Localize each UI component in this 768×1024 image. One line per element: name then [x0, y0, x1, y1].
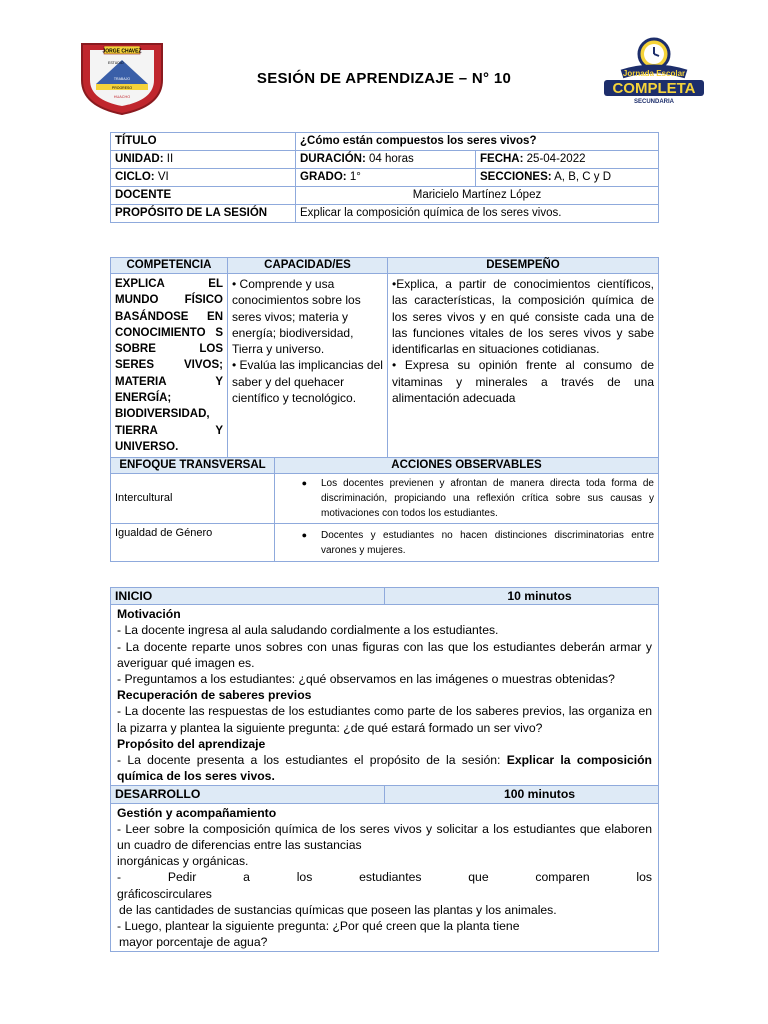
desarrollo-label: DESARROLLO: [111, 786, 385, 803]
secciones-cell: [476, 169, 659, 187]
desempeno-item: •Explica, a partir de conocimientos científicos, las características, la composición química de los seres vivos y en qué consiste cada una de las funciones vitales de los seres vivos y sabe identificarlas en situaciones cotidianas.: [392, 277, 654, 357]
gestion-line: mayor porcentaje de agua?: [119, 935, 268, 950]
saberes-text: - La docente las respuestas de los estudiantes como parte de los saberes previos, las organiza en la pizarra y plantea la siguiente pregunta: ¿de qué estará formado un ser vivo?: [117, 704, 652, 735]
inicio-body: [111, 605, 659, 786]
enfoque-name: Igualdad de Género: [111, 524, 275, 562]
crest-top-text: JORGE CHAVEZ: [102, 48, 142, 55]
gestion-line: - Leer sobre la composición química de los seres vivos y solicitar a los estudiantes que elaboren un cuadro de diferencias entre las sustancias: [117, 821, 652, 853]
fecha-label: FECHA:: [480, 152, 524, 165]
proposito-value: Explicar la composición química de los seres vivos.: [296, 205, 659, 223]
motivacion-title: Motivación: [117, 607, 181, 622]
gestion-title: Gestión y acompañamiento: [117, 805, 277, 820]
accion-cell: [275, 474, 659, 524]
crest-mid3-text: PROGRESO: [111, 86, 133, 90]
motivacion-line: - Preguntamos a los estudiantes: ¿qué observamos en las imágenes o muestras obtenidas?: [117, 672, 615, 687]
duracion-label: DURACIÓN:: [300, 152, 366, 165]
secciones-label: SECCIONES:: [480, 170, 552, 183]
enfoque-header: ENFOQUE TRANSVERSAL: [111, 458, 275, 474]
grado-cell: [296, 169, 476, 187]
gestion-line: - Pedir a los estudiantes que comparen los gráficoscirculares: [117, 870, 652, 901]
session-info-table: [110, 132, 659, 223]
gestion-line: de las cantidades de sustancias químicas que poseen las plantas y los animales.: [119, 902, 557, 917]
capacidad-item: • Comprende y usa conocimientos sobre los seres vivos; materia y energía; biodiversidad, Tierra y universo.: [232, 277, 361, 357]
motivacion-line: - La docente reparte unos sobres con unas figuras con las que los estudiantes deberán armar y averiguar qué imagen es.: [117, 639, 652, 670]
capacidad-header: CAPACIDAD/ES: [228, 258, 388, 274]
crest-mid2-text: TRABAJO: [113, 77, 131, 81]
logo-line3-text: SECUNDARIA: [633, 99, 675, 105]
competencias-table: [110, 257, 659, 562]
desempenos-cell: [388, 274, 659, 458]
desempeno-item: • Expresa su opinión frente al consumo de vitaminas y minerales a través de una alimentación adecuada: [392, 358, 654, 406]
ciclo-label: CICLO:: [115, 170, 155, 183]
competencia-text: EXPLICA EL MUNDO FÍSICO BASÁNDOSE EN CONOCIMIENTO S SOBRE LOS SERES VIVOS; MATERIA Y ENERGÍA; BIODIVERSIDAD, TIERRA Y UNIVERSO.: [111, 274, 228, 458]
grado-label: GRADO:: [300, 170, 347, 183]
docente-label: DOCENTE: [111, 187, 296, 205]
titulo-value: ¿Cómo están compuestos los seres vivos?: [296, 133, 659, 151]
bullet-icon: ●: [301, 478, 307, 489]
unidad-value: II: [166, 152, 174, 165]
grado-value: 1°: [349, 170, 361, 183]
unidad-label: UNIDAD:: [115, 152, 164, 165]
accion-cell: [275, 524, 659, 562]
ciclo-cell: [111, 169, 296, 187]
accion-text: Docentes y estudiantes no hacen distinciones discriminatorias entre varones y mujeres.: [321, 529, 654, 556]
acciones-header: ACCIONES OBSERVABLES: [275, 458, 659, 474]
duracion-cell: [296, 151, 476, 169]
fecha-cell: [476, 151, 659, 169]
titulo-label: TÍTULO: [111, 133, 296, 151]
docente-value: Maricielo Martínez López: [296, 187, 659, 205]
competencia-header: COMPETENCIA: [111, 258, 228, 274]
bullet-icon: ●: [301, 529, 307, 540]
enfoque-name: Intercultural: [111, 474, 275, 524]
ciclo-value: VI: [157, 170, 169, 183]
secuencia-table: [110, 587, 659, 952]
desarrollo-body: [111, 803, 659, 952]
saberes-title: Recuperación de saberes previos: [117, 688, 312, 703]
proposito-label: PROPÓSITO DE LA SESIÓN: [111, 205, 296, 223]
fecha-value: 25-04-2022: [526, 152, 586, 165]
logo-line2-text: COMPLETA: [612, 80, 696, 97]
duracion-value: 04 horas: [369, 152, 414, 165]
gestion-line: inorgánicas y orgánicas.: [117, 854, 249, 869]
unidad-cell: [111, 151, 296, 169]
desempeno-header: DESEMPEÑO: [388, 258, 659, 274]
proposito-title: Propósito del aprendizaje: [117, 736, 266, 751]
crest-mid1-text: ESTUDIO: [108, 61, 124, 65]
page-title: SESIÓN DE APRENDIZAJE – N° 10: [256, 70, 512, 87]
motivacion-line: - La docente ingresa al aula saludando cordialmente a los estudiantes.: [117, 623, 499, 638]
inicio-label: INICIO: [111, 588, 385, 605]
secciones-value: A, B, C y D: [554, 170, 612, 183]
logo-line1-text: Jornada Escolar: [622, 69, 686, 78]
gestion-line: - Luego, plantear la siguiente pregunta: ¿Por qué creen que la planta tiene: [117, 919, 520, 934]
jornada-escolar-logo: [600, 34, 708, 106]
proposito-text: - La docente presenta a los estudiantes el propósito de la sesión:: [117, 753, 501, 768]
proposito-bold: Explicar la composición química de los seres vivos.: [117, 753, 653, 784]
accion-text: Los docentes previenen y afrontan de manera directa toda forma de discriminación, propiciando una reflexión crítica sobre sus causas y motivaciones con todos los estudiantes.: [321, 478, 654, 520]
inicio-time: 10 minutos: [385, 588, 659, 605]
capacidades-cell: [228, 274, 388, 458]
desarrollo-time: 100 minutos: [385, 786, 659, 803]
capacidad-item: • Evalúa las implicancias del saber y del quehacer científico y tecnológico.: [232, 358, 383, 406]
crest-bottom-text: HUACHO: [113, 95, 131, 99]
